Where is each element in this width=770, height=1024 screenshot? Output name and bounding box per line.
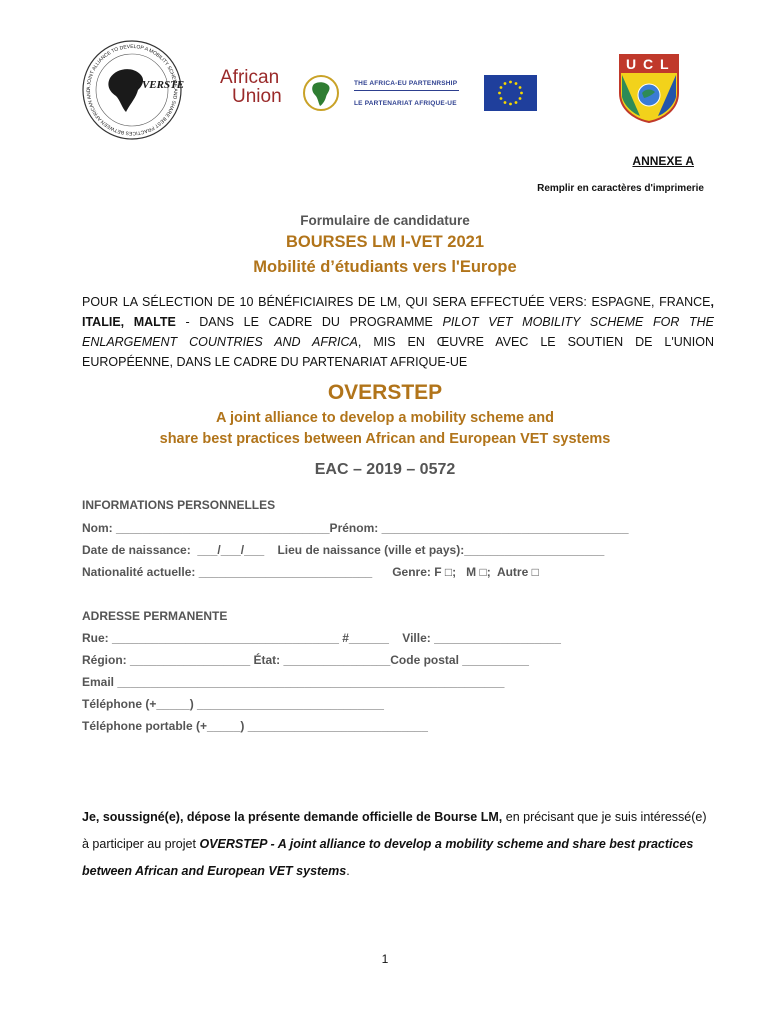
eu-star — [504, 82, 507, 85]
scholarship-title: BOURSES LM I-VET 2021 — [285, 233, 485, 251]
eu-star — [500, 86, 503, 89]
ucl-letter-u: U — [626, 56, 637, 72]
ucl-letter-l: L — [660, 56, 669, 72]
intro-part2: - DANS LE CADRE DU PROGRAMME — [175, 315, 443, 329]
eu-star — [500, 97, 503, 100]
annexe-label: ANNEXE A — [632, 154, 694, 168]
partnership-fr: LE PARTENARIAT AFRIQUE-UE — [354, 100, 457, 107]
declaration-project: OVERSTEP - A joint alliance to develop a mobility scheme and share best practices between African and European VET systems — [82, 837, 694, 878]
intro-part3: , MIS EN ŒUVRE AVEC LE SOUTIEN DE L'UNION EUROPÉENNE, DANS LE CADRE DU PARTENARIAT AFRIQUE-UE — [82, 335, 714, 369]
mobile-field[interactable]: Téléphone portable (+_____) ___________________________ — [82, 719, 428, 733]
intro-part1: POUR LA SÉLECTION DE 10 BÉNÉFICIAIRES DE LM, QUI SERA EFFECTUÉE VERS: ESPAGNE, FRANCE — [82, 295, 711, 309]
form-title: Formulaire de candidature — [300, 213, 470, 228]
personal-info-heading: INFORMATIONS PERSONNELLES — [82, 498, 276, 512]
eu-star — [515, 101, 518, 104]
eu-star — [520, 92, 523, 95]
overstep-ring-text: A JOINT ALLIANCE TO DEVELOP A MOBILITY SCHEME AND SHARE BEST PRACTICES BETWEEN AFRICAN AND — [85, 43, 179, 137]
overstep-brand: OVERSTE — [134, 79, 184, 91]
email-field[interactable]: Email __________________________________________________________ — [82, 675, 505, 689]
intro-comma: , — [710, 295, 714, 309]
mobility-subtitle: Mobilité d’étudiants vers l'Europe — [253, 258, 517, 276]
ucl-letter-c: C — [643, 56, 654, 72]
eu-star — [519, 86, 522, 89]
au-line1: African — [220, 67, 280, 88]
au-line2: Union — [232, 86, 282, 107]
birth-field[interactable]: Date de naissance: ___/___/___ Lieu de naissance (ville et pays):_____________________ — [82, 543, 605, 557]
declaration-paragraph — [82, 804, 712, 885]
partnership-en: THE AFRICA-EU PARTENRSHIP — [354, 80, 458, 87]
eu-star — [498, 92, 501, 95]
ucl-logo — [618, 53, 680, 123]
street-field[interactable]: Rue: __________________________________ #______ Ville: ___________________ — [82, 631, 561, 645]
region-field[interactable]: Région: __________________ État: ________________Code postal __________ — [82, 653, 529, 667]
declaration-end: . — [346, 864, 350, 878]
overstep-logo — [80, 38, 184, 142]
print-instruction: Remplir en caractères d'imprimerie — [537, 183, 704, 194]
eu-star — [519, 97, 522, 100]
african-union-logo — [220, 68, 342, 116]
project-reference: EAC – 2019 – 0572 — [314, 461, 456, 478]
telephone-field[interactable]: Téléphone (+_____) ____________________________ — [82, 697, 384, 711]
eu-star — [515, 82, 518, 85]
declaration-text: en précisant que je suis intéressé(e) à participer au projet — [82, 810, 707, 851]
eu-star — [504, 101, 507, 104]
eu-flag-icon — [484, 75, 537, 111]
page-number: 1 — [381, 952, 389, 966]
africa-map-icon — [302, 74, 340, 112]
project-subtitle-line1: A joint alliance to develop a mobility scheme and — [216, 410, 554, 426]
intro-paragraph — [82, 292, 714, 372]
eu-star — [509, 103, 512, 106]
declaration-bold: Je, soussigné(e), dépose la présente demande officielle de Bourse LM, — [82, 810, 503, 824]
eu-star — [509, 81, 512, 84]
project-name: OVERSTEP — [327, 381, 443, 404]
africa-eu-partnership — [354, 80, 474, 107]
project-subtitle-line2: share best practices between African and European VET systems — [159, 431, 611, 447]
name-field[interactable]: Nom: ________________________________Prénom: _____________________________________ — [82, 521, 629, 535]
nationality-gender-field[interactable]: Nationalité actuelle: __________________________ Genre: F □; M □; Autre □ — [82, 565, 539, 579]
project-subtitle — [0, 408, 770, 450]
address-heading: ADRESSE PERMANENTE — [82, 609, 228, 623]
intro-bold: ITALIE, MALTE — [82, 315, 176, 329]
intro-italic: PILOT VET MOBILITY SCHEME FOR THE ENLARGEMENT COUNTRIES AND AFRICA — [82, 315, 715, 349]
